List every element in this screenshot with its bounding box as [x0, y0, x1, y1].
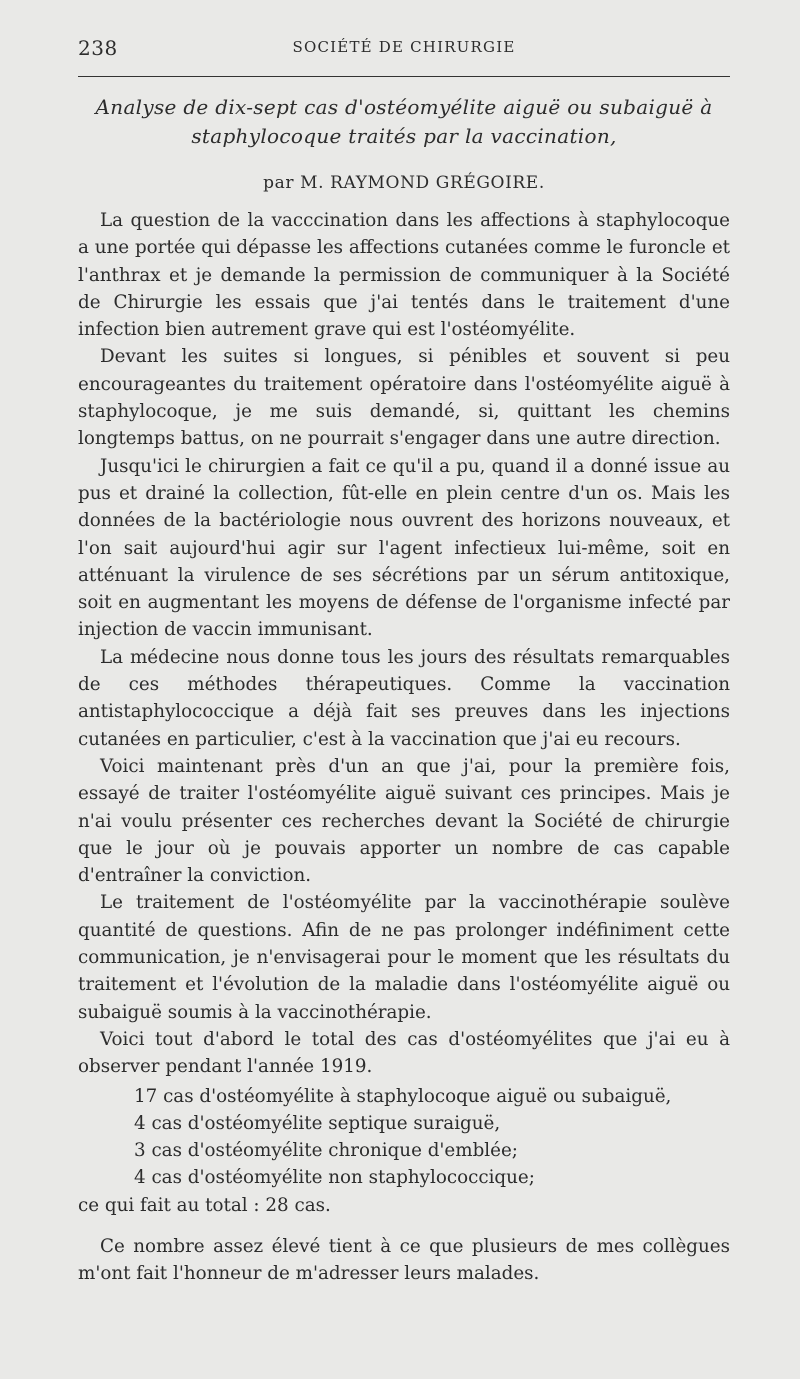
article-author: par M. RAYMOND GRÉGOIRE. — [263, 173, 545, 193]
case-list-item: 4 cas d'ostéomyélite non staphylococcique; — [134, 1167, 535, 1189]
case-list-item: 4 cas d'ostéomyélite septique suraiguë, — [134, 1112, 501, 1134]
total-line: ce qui fait au total : 28 cas. — [78, 1194, 331, 1216]
article-title: Analyse de dix-sept cas d'ostéomyélite aiguë ou subaiguë à staphylocoque traités par la vaccination, — [95, 95, 713, 148]
paragraph: La question de la vacccination dans les affections à staphylocoque a une portée qui dépasse les affections cutanées comme le furoncle et l'anthrax et je demande la permission de communiquer à la Société de Chirurgie les essais que j'ai tentés dans le traitement d'une infection bien autrement grave qui est l'ostéomyélite. — [78, 210, 730, 341]
header-rule — [78, 76, 730, 77]
paragraph: Devant les suites si longues, si pénibles et souvent si peu encourageantes du traitement opératoire dans l'ostéomyélite aiguë à staphylocoque, je me suis demandé, si, quittant les chemins longtemps battus, on ne pourrait s'engager dans une autre direction. — [78, 346, 730, 450]
page-header — [78, 0, 730, 64]
paragraph: Voici maintenant près d'un an que j'ai, pour la première fois, essayé de traiter l'ostéomyélite aiguë suivant ces principes. Mais je n'ai voulu présenter ces recherches devant la Société de chirurgie que le jour où je pouvais apporter un nombre de cas capable d'entraîner la conviction. — [78, 755, 730, 887]
page-number: 238 — [78, 36, 118, 60]
case-list-item: 17 cas d'ostéomyélite à staphylocoque aiguë ou subaiguë, — [134, 1085, 672, 1107]
closing-paragraph: Ce nombre assez élevé tient à ce que plusieurs de mes collègues m'ont fait l'honneur de m'adresser leurs malades. — [78, 1235, 730, 1285]
paragraph: Jusqu'ici le chirurgien a fait ce qu'il a pu, quand il a donné issue au pus et drainé la collection, fût-elle en plein centre d'un os. Mais les données de la bactériologie nous ouvrent des horizons nouveaux, et l'on sait aujourd'hui agir sur l'agent infectieux lui-même, soit en atténuant la virulence de ses sécrétions par un sérum antitoxique, soit en augmentant les moyens de défense de l'organisme infecté par injection de vaccin immunisant. — [78, 455, 730, 641]
paragraph: Le traitement de l'ostéomyélite par la vaccinothérapie soulève quantité de questions. Afin de ne pas prolonger indéfiniment cette communication, je n'envisagerai pour le moment que les résultats du traitement et l'évolution de la maladie dans l'ostéomyélite aiguë ou subaiguë soumis à la vaccinothérapie. — [78, 892, 730, 1023]
paragraph: La médecine nous donne tous les jours des résultats remarquables de ces méthodes thérapeutiques. Comme la vaccination antistaphylococcique a déjà fait ses preuves dans les injections cutanées en particulier, c'est à la vaccination que j'ai eu recours. — [78, 646, 730, 750]
paragraph: Voici tout d'abord le total des cas d'ostéomyélites que j'ai eu à observer pendant l'année 1919. — [78, 1028, 730, 1078]
case-list — [78, 1083, 730, 1192]
article-body — [78, 207, 730, 1288]
case-list-item: 3 cas d'ostéomyélite chronique d'emblée; — [134, 1140, 518, 1162]
running-head: SOCIÉTÉ DE CHIRURGIE — [292, 38, 516, 56]
